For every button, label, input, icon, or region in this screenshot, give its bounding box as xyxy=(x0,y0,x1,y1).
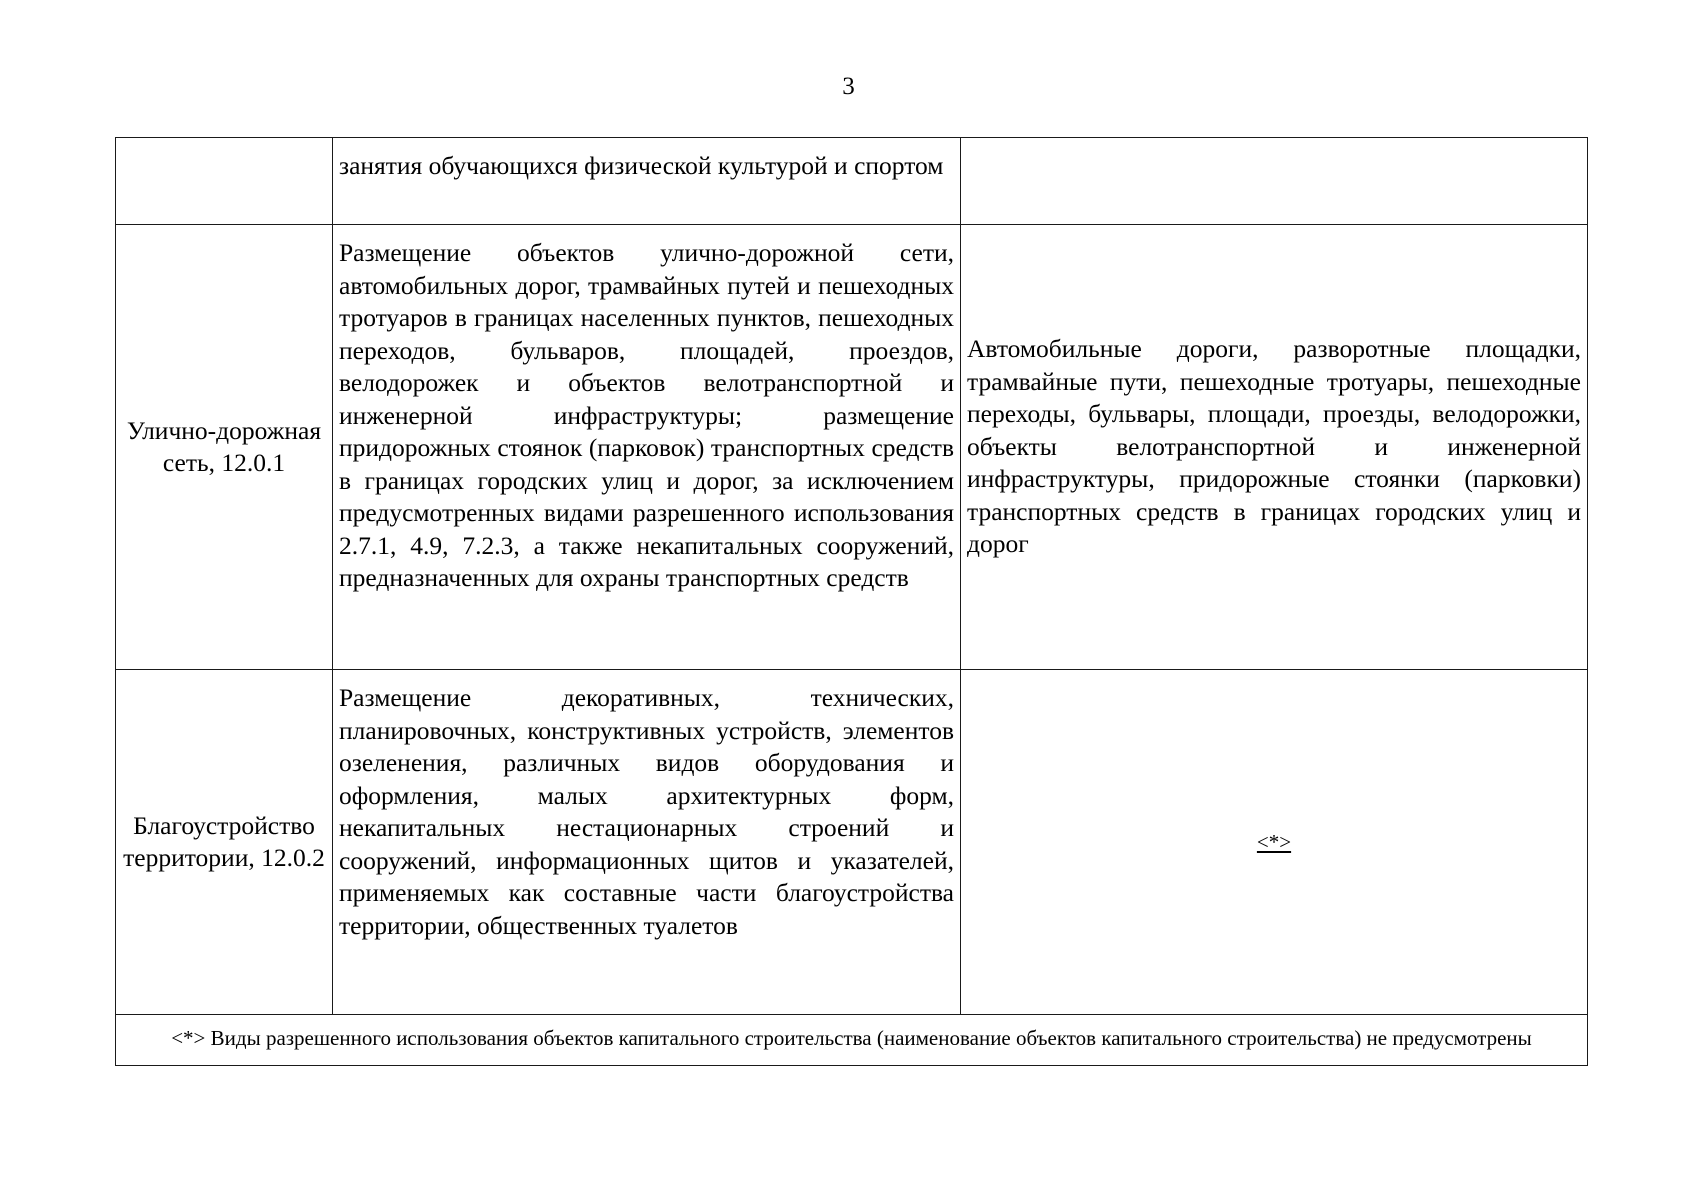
use-type-name-cell xyxy=(116,138,333,225)
table-row xyxy=(116,138,1588,225)
use-type-description-cell: занятия обучающихся физической культурой и спортом xyxy=(333,138,961,225)
permitted-objects-cell xyxy=(961,670,1588,1015)
permitted-objects-cell xyxy=(961,138,1588,225)
table-row xyxy=(116,1015,1588,1066)
footnote: <*> Виды разрешенного использования объектов капитального строительства (наименование объектов капитального строительства) не предусмотрены xyxy=(116,1015,1588,1066)
table-row xyxy=(116,670,1588,1015)
land-use-table xyxy=(115,137,1588,1066)
use-type-name-cell: Благоустройство территории, 12.0.2 xyxy=(116,670,333,1015)
use-type-description-cell: Размещение объектов улично-дорожной сети, автомобильных дорог, трамвайных путей и пешеходных тротуаров в границах населенных пунктов, пешеходных переходов, бульваров, площадей, проездов, велодорожек и объектов велотранспортной и инженерной инфраструктуры; размещение придорожных стоянок (парковок) транспортных средств в границах городских улиц и дорог, за исключением предусмотренных видами разрешенного использования 2.7.1, 4.9, 7.2.3, а также некапитальных сооружений, предназначенных для охраны транспортных средств xyxy=(333,225,961,670)
use-type-description-cell: Размещение декоративных, технических, планировочных, конструктивных устройств, элементов озеленения, различных видов оборудования и оформления, малых архитектурных форм, некапитальных нестационарных строений и сооружений, информационных щитов и указателей, применяемых как составные части благоустройства территории, общественных туалетов xyxy=(333,670,961,1015)
table-row xyxy=(116,225,1588,670)
footnote-reference-link[interactable]: <*> xyxy=(1256,830,1292,855)
use-type-name-cell: Улично-дорожная сеть, 12.0.1 xyxy=(116,225,333,670)
page-number: 3 xyxy=(842,73,855,100)
permitted-objects-cell: Автомобильные дороги, разворотные площадки, трамвайные пути, пешеходные тротуары, пешеходные переходы, бульвары, площади, проезды, велодорожки, объекты велотранспортной и инженерной инфраструктуры, придорожные стоянки (парковки) транспортных средств в границах городских улиц и дорог xyxy=(961,225,1588,670)
